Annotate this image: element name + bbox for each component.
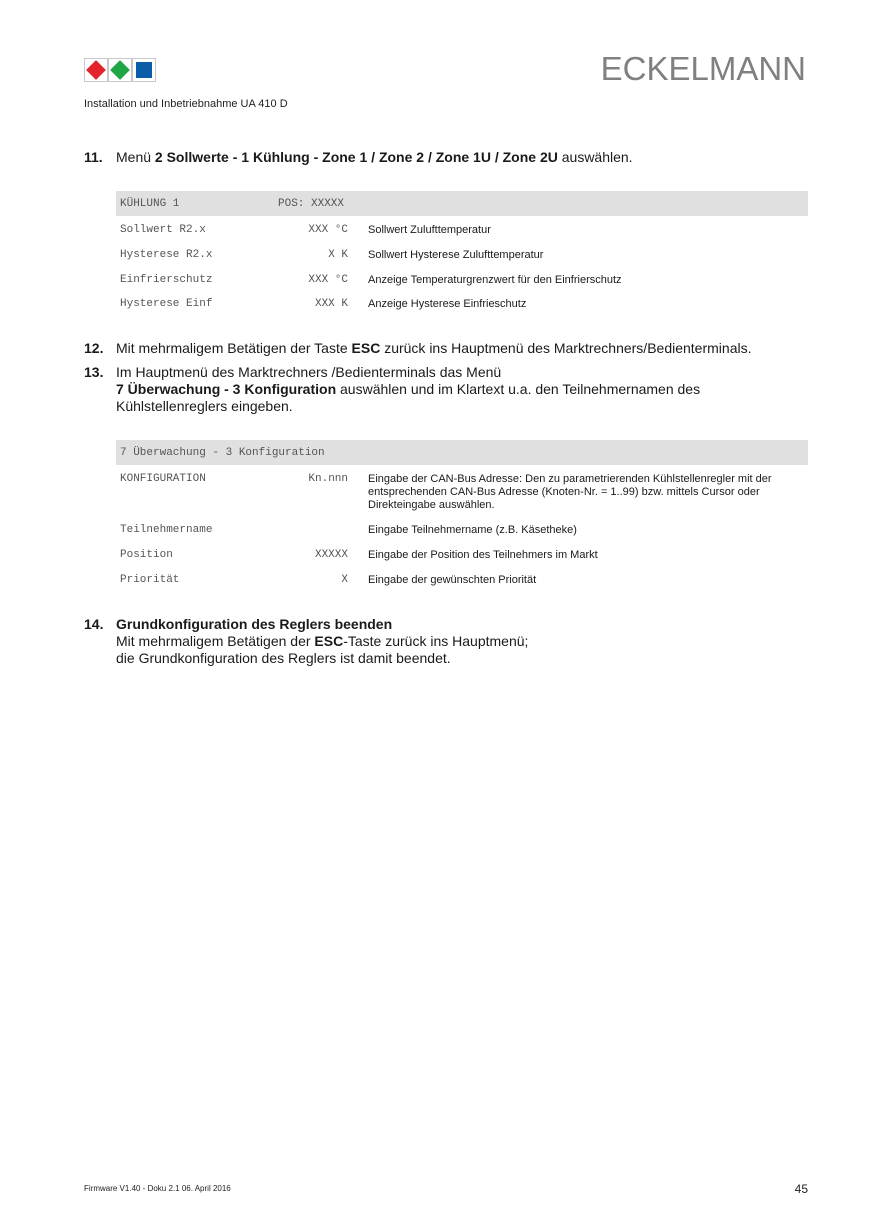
row-label: Position — [120, 549, 173, 561]
row-label: Sollwert R2.x — [120, 224, 206, 236]
step-number: 11. — [84, 149, 103, 165]
step-text-pre: Menü — [116, 149, 155, 165]
footer-firmware-info: Firmware V1.40 - Doku 2.1 06. April 2016 — [84, 1184, 231, 1193]
step-14 — [84, 616, 814, 667]
step-text-bold: ESC — [351, 340, 381, 356]
table-header-pos: POS: XXXXX — [278, 198, 345, 210]
company-logo — [84, 58, 156, 82]
row-label: Hysterese Einf — [120, 298, 213, 310]
menu-table-kuehlung — [116, 191, 808, 310]
row-value: XXX °C — [308, 224, 348, 236]
step-text — [116, 616, 814, 667]
table-header — [116, 440, 808, 465]
step-12 — [84, 340, 814, 357]
row-value: XXX K — [314, 298, 348, 310]
row-description: Sollwert Zulufttemperatur — [368, 224, 491, 236]
step-text-line1: Im Hauptmenü des Marktrechners /Bedienterminals das Menü — [116, 364, 502, 380]
row-description: Eingabe der gewünschten Priorität — [368, 574, 537, 586]
row-value: XXX °C — [308, 274, 348, 286]
row-description: Eingabe der Position des Teilnehmers im Markt — [368, 549, 598, 561]
step-text-post: -Taste zurück ins Hauptmenü; — [343, 633, 529, 649]
step-text-line3: die Grundkonfiguration des Reglers ist damit beendet. — [116, 650, 451, 666]
step-13 — [84, 364, 814, 415]
step-text-bold: ESC — [314, 633, 344, 649]
menu-table-konfiguration — [116, 440, 808, 586]
step-text-pre: Mit mehrmaligem Betätigen der — [116, 633, 315, 649]
table-header-title: KÜHLUNG 1 — [120, 198, 180, 210]
row-label: Einfrierschutz — [120, 274, 213, 286]
step-text-bold: 7 Überwachung - 3 Konfiguration — [116, 381, 337, 397]
row-value: Kn.nnn — [308, 473, 348, 485]
step-text-line2 — [116, 381, 814, 398]
logo-green-diamond — [108, 58, 132, 82]
row-description: Anzeige Temperaturgrenzwert für den Einfrierschutz — [368, 274, 622, 286]
step-text-pre: Mit mehrmaligem Betätigen der Taste — [116, 340, 352, 356]
step-text-post: auswählen und im Klartext u.a. den Teilnehmernamen des — [336, 381, 701, 397]
step-title: Grundkonfiguration des Reglers beenden — [116, 616, 393, 632]
row-value: X — [341, 574, 348, 586]
step-text-bold: 2 Sollwerte - 1 Kühlung - Zone 1 / Zone 2 / Zone 1U / Zone 2U — [154, 149, 558, 165]
row-value: X K — [328, 249, 348, 261]
step-number: 14. — [84, 616, 104, 632]
step-text-post: zurück ins Hauptmenü des Marktrechners/Bedienterminals. — [380, 340, 752, 356]
row-description: Eingabe Teilnehmername (z.B. Käsetheke) — [368, 524, 577, 536]
row-value: XXXXX — [314, 549, 348, 561]
step-text — [116, 149, 814, 166]
step-number: 13. — [84, 364, 104, 380]
brand-name: ECKELMANN — [600, 50, 806, 87]
step-11 — [84, 149, 814, 166]
table-header-title: 7 Überwachung - 3 Konfiguration — [120, 447, 325, 459]
row-label: Hysterese R2.x — [120, 249, 213, 261]
row-label: Priorität — [120, 574, 180, 586]
page-number: 45 — [794, 1182, 808, 1196]
table-header — [116, 191, 808, 216]
step-text-line3: Kühlstellenreglers eingeben. — [116, 398, 293, 414]
row-description: Eingabe der CAN-Bus Adresse: Den zu parametrierenden Kühlstellenregler mit der entsprechenden CAN-Bus Adresse (Knoten-Nr. = 1..99) bzw. mittels Cursor oder Direkteingabe auswählen. — [368, 473, 772, 511]
step-text-post: auswählen. — [557, 149, 633, 165]
logo-red-diamond — [84, 58, 108, 82]
step-text — [116, 364, 814, 415]
step-text — [116, 340, 814, 357]
row-description: Anzeige Hysterese Einfrieschutz — [368, 298, 527, 310]
row-label: Teilnehmername — [120, 524, 213, 536]
step-text-line2 — [116, 633, 814, 650]
step-number: 12. — [84, 340, 104, 356]
row-description: Sollwert Hysterese Zulufttemperatur — [368, 249, 544, 261]
document-subtitle: Installation und Inbetriebnahme UA 410 D — [84, 98, 288, 110]
row-label: KONFIGURATION — [120, 473, 206, 485]
logo-blue-square — [132, 58, 156, 82]
